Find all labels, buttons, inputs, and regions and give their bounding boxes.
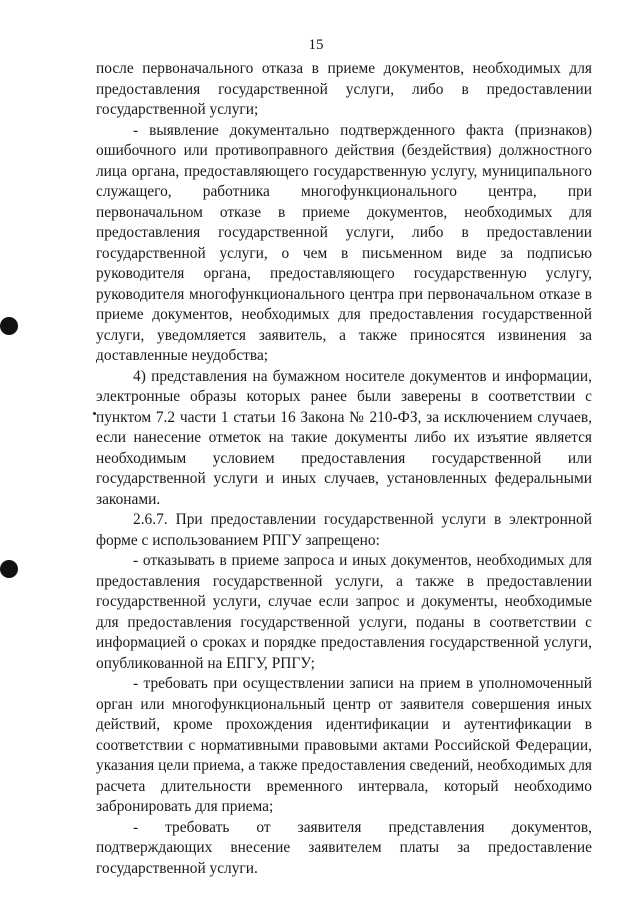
paragraph: 2.6.7. При предоставлении государственной услуги в электронной форме с использованием РПГУ запрещено: [96, 511, 592, 549]
document-body [96, 59, 592, 879]
paragraph: 4) представления на бумажном носителе документов и информации, электронные образы которых ранее были заверены в соответствии с пунктом 7.2 части 1 статьи 16 Закона № 210-ФЗ, за исключением случаев, если нанесение отметок на такие документы либо их изъятие является необходимым условием предоставления государственной или государственной услуги и иных случаев, установленных федеральными законами. [96, 367, 592, 508]
binding-hole-top [0, 317, 18, 335]
paragraph: - требовать от заявителя представления документов, подтверждающих внесение заявителем платы за предоставление государственной услуги. [96, 818, 592, 877]
page-number: 15 [308, 37, 324, 53]
paragraph: после первоначального отказа в приеме документов, необходимых для предоставления государственной услуги, либо в предоставлении государственной услуги; [96, 60, 592, 118]
paragraph: - требовать при осуществлении записи на прием в уполномоченный орган или многофункциональный центр от заявителя совершения иных действий, кроме прохождения идентификации и аутентификации в соответствии с нормативными правовыми актами Российской Федерации, указания цели приема, а также предоставления сведений, необходимых для расчета длительности временного интервала, который необходимо забронировать для приема; [96, 675, 592, 815]
paragraph: - отказывать в приеме запроса и иных документов, необходимых для предоставления государственной услуги, а также в предоставлении государственной услуги, случае если запрос и документы, необходимые для предоставления государственной услуги, поданы в соответствии с информацией о сроках и порядке предоставления государственной услуги, опубликованной на ЕПГУ, РПГУ; [96, 552, 592, 672]
binding-hole-bottom [0, 560, 18, 578]
paragraph: - выявление документально подтвержденного факта (признаков) ошибочного или противоправного действия (бездействия) должностного лица органа, предоставляющего государственную услугу, муниципального служащего, работника многофункционального центра, при первоначальном отказе в приеме документов, необходимых для предоставления государственной услуги, либо в предоставлении государственной услуги, о чем в письменном виде за подписью руководителя органа, предоставляющего государственную услугу, руководителя многофункционального центра при первоначальном отказе в приеме документов, необходимых для предоставления государственной услуги, уведомляется заявитель, а также приносятся извинения за доставленные неудобства; [96, 121, 592, 364]
